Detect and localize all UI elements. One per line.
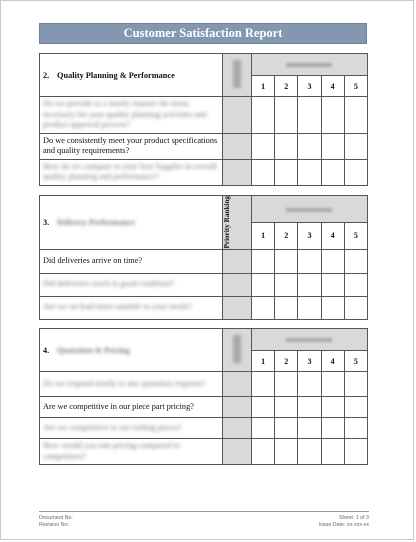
report-title: Customer Satisfaction Report xyxy=(39,23,367,44)
priority-cell[interactable] xyxy=(223,372,252,397)
question-row xyxy=(40,133,368,159)
rating-cell-3[interactable] xyxy=(298,296,321,319)
question-text: Are we competitive in our piece part pricing? xyxy=(40,397,223,418)
rating-cell-4[interactable] xyxy=(321,273,344,296)
priority-ranking-header xyxy=(223,329,252,372)
rating-cell-2[interactable] xyxy=(275,159,298,185)
rating-cell-4[interactable] xyxy=(321,397,344,418)
rating-number-1: 1 xyxy=(252,223,275,249)
rating-number-4: 4 xyxy=(321,76,344,97)
performance-rating-header xyxy=(252,329,368,351)
question-row xyxy=(40,439,368,465)
rating-number-4: 4 xyxy=(321,223,344,249)
rating-cell-1[interactable] xyxy=(252,273,275,296)
rating-cell-2[interactable] xyxy=(275,249,298,273)
priority-cell[interactable] xyxy=(223,418,252,439)
rating-cell-4[interactable] xyxy=(321,249,344,273)
question-text: How do we compare to your best Supplier in overall quality planning and performance? xyxy=(40,159,223,185)
question-row xyxy=(40,97,368,134)
rating-cell-3[interactable] xyxy=(298,273,321,296)
priority-cell[interactable] xyxy=(223,249,252,273)
question-text: Do we respond timely to any quotation requests? xyxy=(40,372,223,397)
rating-cell-4[interactable] xyxy=(321,159,344,185)
question-row xyxy=(40,273,368,296)
document-no-label: Document No: xyxy=(39,515,73,521)
priority-cell[interactable] xyxy=(223,296,252,319)
question-row xyxy=(40,372,368,397)
footer-right xyxy=(319,515,369,529)
priority-ranking-header xyxy=(223,54,252,97)
rating-number-1: 1 xyxy=(252,351,275,372)
question-row xyxy=(40,159,368,185)
rating-cell-2[interactable] xyxy=(275,418,298,439)
rating-cell-5[interactable] xyxy=(344,397,367,418)
rating-number-2: 2 xyxy=(275,76,298,97)
rating-cell-4[interactable] xyxy=(321,439,344,465)
rating-number-4: 4 xyxy=(321,351,344,372)
question-row xyxy=(40,397,368,418)
section-title-text: Quotation & Pricing xyxy=(57,345,130,355)
rating-cell-1[interactable] xyxy=(252,159,275,185)
section-number: 4. xyxy=(43,345,50,355)
rating-cell-2[interactable] xyxy=(275,372,298,397)
sheet-number: Sheet: 1 of 3 xyxy=(338,515,369,521)
rating-cell-2[interactable] xyxy=(275,439,298,465)
priority-cell[interactable] xyxy=(223,439,252,465)
priority-cell[interactable] xyxy=(223,273,252,296)
rating-cell-1[interactable] xyxy=(252,372,275,397)
priority-cell[interactable] xyxy=(223,97,252,134)
rating-cell-4[interactable] xyxy=(321,418,344,439)
rating-cell-1[interactable] xyxy=(252,249,275,273)
section-title xyxy=(40,54,223,97)
footer-left xyxy=(39,515,73,529)
rating-cell-4[interactable] xyxy=(321,296,344,319)
rating-cell-5[interactable] xyxy=(344,372,367,397)
rating-number-5: 5 xyxy=(344,76,367,97)
rating-header-blurred xyxy=(286,338,332,342)
rating-header-blurred xyxy=(286,208,332,212)
priority-cell[interactable] xyxy=(223,397,252,418)
rating-number-2: 2 xyxy=(275,223,298,249)
rating-cell-2[interactable] xyxy=(275,133,298,159)
rating-number-3: 3 xyxy=(298,223,321,249)
rating-cell-3[interactable] xyxy=(298,372,321,397)
rating-number-1: 1 xyxy=(252,76,275,97)
rating-cell-4[interactable] xyxy=(321,97,344,134)
section-title-text: Delivery Performance xyxy=(57,217,136,227)
priority-ranking-header xyxy=(223,196,252,250)
rating-cell-1[interactable] xyxy=(252,97,275,134)
section-title xyxy=(40,329,223,372)
rating-cell-5[interactable] xyxy=(344,133,367,159)
rating-cell-3[interactable] xyxy=(298,397,321,418)
priority-cell[interactable] xyxy=(223,133,252,159)
rating-cell-1[interactable] xyxy=(252,397,275,418)
rating-cell-5[interactable] xyxy=(344,249,367,273)
rating-cell-4[interactable] xyxy=(321,372,344,397)
question-row xyxy=(40,249,368,273)
rating-cell-3[interactable] xyxy=(298,133,321,159)
rating-number-3: 3 xyxy=(298,351,321,372)
rating-cell-5[interactable] xyxy=(344,159,367,185)
section-title xyxy=(40,196,223,250)
issue-date: Issue Date: xx-xxx-xx xyxy=(318,522,369,528)
section-number: 2. xyxy=(43,70,50,80)
question-text: Did deliveries reach in good condition? xyxy=(40,273,223,296)
performance-rating-header xyxy=(252,54,368,76)
question-text: Did deliveries arrive on time? xyxy=(40,249,223,273)
section-table-4 xyxy=(39,328,368,465)
rating-cell-2[interactable] xyxy=(275,97,298,134)
rating-cell-3[interactable] xyxy=(298,159,321,185)
rating-cell-1[interactable] xyxy=(252,296,275,319)
priority-label-blurred xyxy=(233,335,241,363)
priority-ranking-label: Priority Ranking xyxy=(223,196,231,249)
performance-rating-header xyxy=(252,196,368,223)
section-table-2 xyxy=(39,53,368,186)
revision-no-label: Revision No: xyxy=(39,522,70,528)
priority-label-blurred xyxy=(233,60,241,88)
rating-cell-5[interactable] xyxy=(344,439,367,465)
page-footer xyxy=(39,511,369,528)
question-text: Do we provide to a timely manner the items necessary for your quality planning activities and product approval process? xyxy=(40,97,223,134)
rating-cell-3[interactable] xyxy=(298,97,321,134)
rating-cell-2[interactable] xyxy=(275,273,298,296)
question-text: Are we on lead times suitable to your needs? xyxy=(40,296,223,319)
rating-cell-3[interactable] xyxy=(298,249,321,273)
rating-cell-1[interactable] xyxy=(252,133,275,159)
question-text: How would you rate pricing compared to competitors? xyxy=(40,439,223,465)
question-text: Are we competitive in our tooling prices? xyxy=(40,418,223,439)
rating-number-5: 5 xyxy=(344,223,367,249)
rating-cell-3[interactable] xyxy=(298,439,321,465)
question-row xyxy=(40,418,368,439)
section-table-3 xyxy=(39,195,368,320)
rating-cell-5[interactable] xyxy=(344,418,367,439)
rating-number-5: 5 xyxy=(344,351,367,372)
question-text: Do we consistently meet your product specifications and quality requirements? xyxy=(40,133,223,159)
question-row xyxy=(40,296,368,319)
rating-cell-1[interactable] xyxy=(252,418,275,439)
priority-cell[interactable] xyxy=(223,159,252,185)
rating-cell-1[interactable] xyxy=(252,439,275,465)
rating-cell-5[interactable] xyxy=(344,296,367,319)
rating-cell-4[interactable] xyxy=(321,133,344,159)
rating-cell-3[interactable] xyxy=(298,418,321,439)
section-number: 3. xyxy=(43,217,50,227)
rating-cell-2[interactable] xyxy=(275,397,298,418)
rating-cell-5[interactable] xyxy=(344,273,367,296)
rating-number-3: 3 xyxy=(298,76,321,97)
rating-header-blurred xyxy=(286,63,332,67)
rating-cell-2[interactable] xyxy=(275,296,298,319)
rating-number-2: 2 xyxy=(275,351,298,372)
section-title-text: Quality Planning & Performance xyxy=(57,70,175,80)
rating-cell-5[interactable] xyxy=(344,97,367,134)
